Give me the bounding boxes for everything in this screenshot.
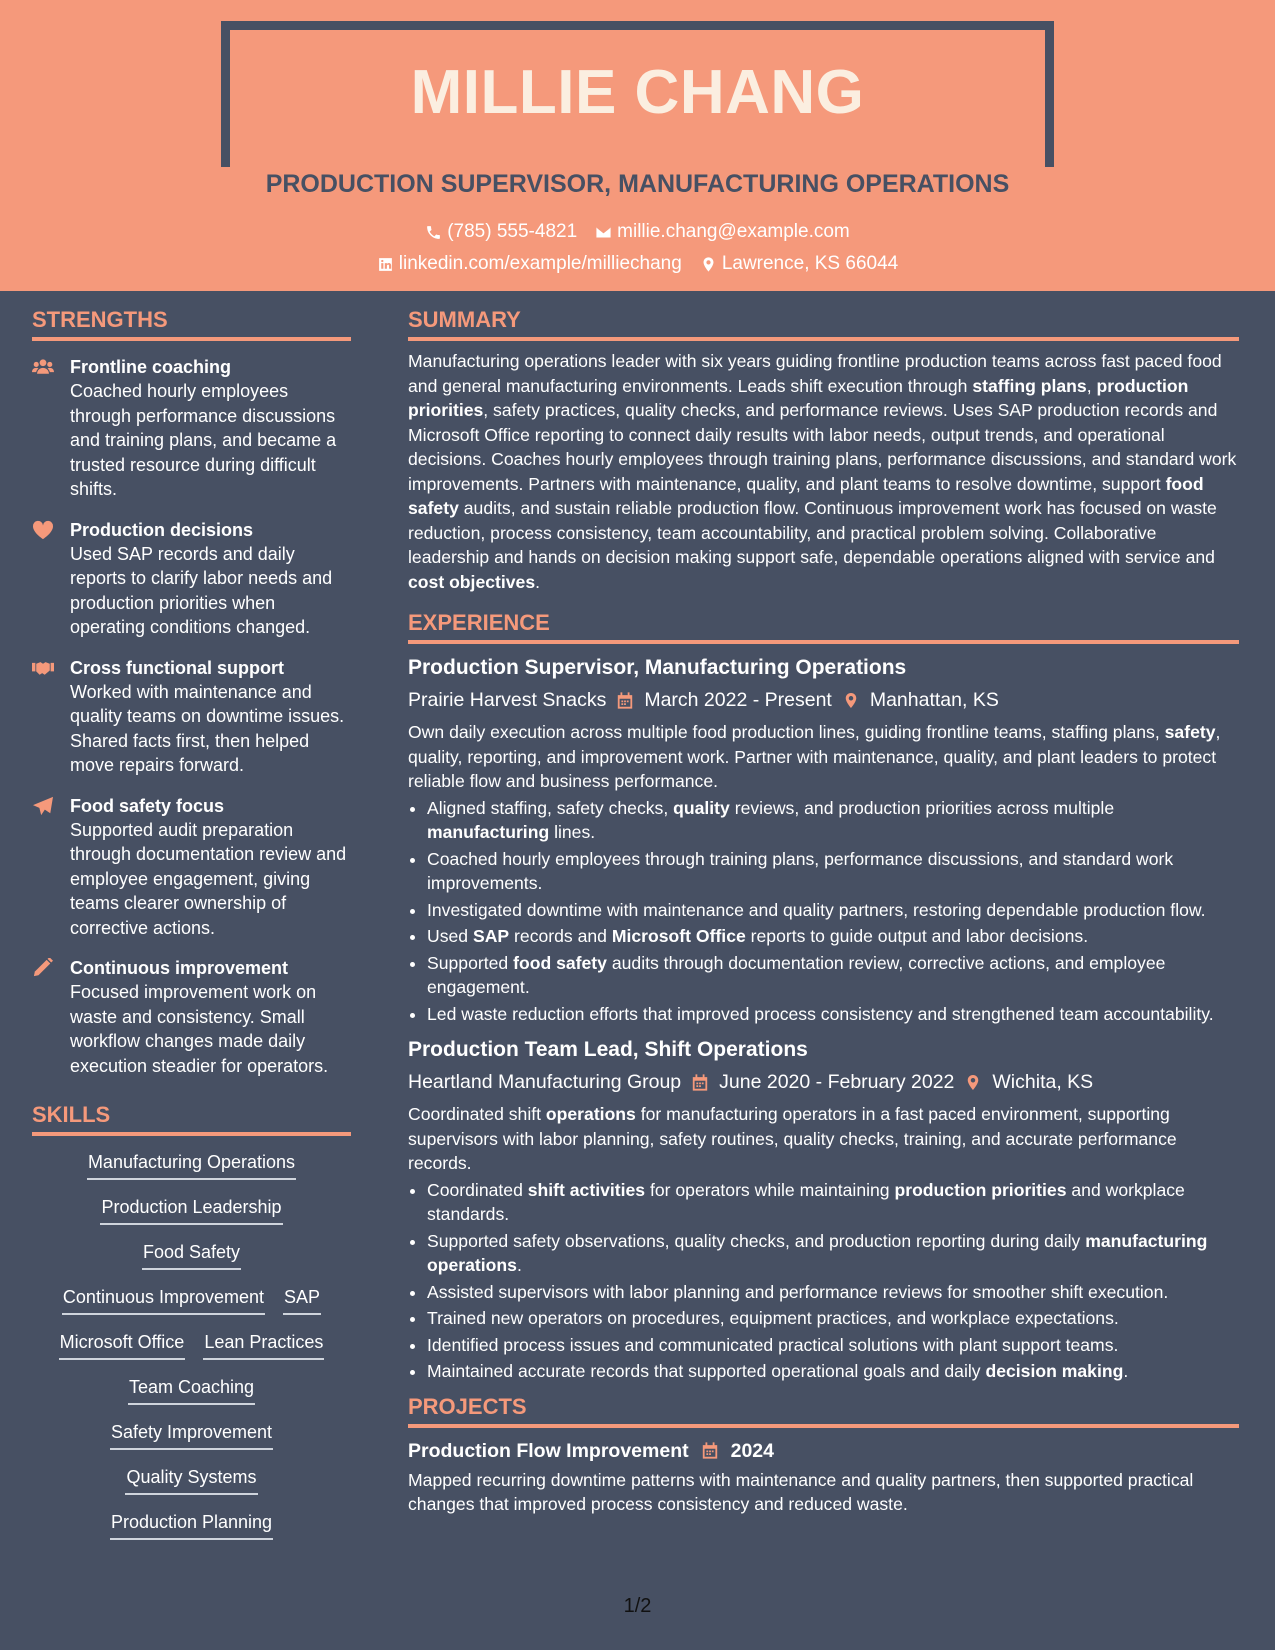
- job-bullets: [408, 796, 1239, 1027]
- bold-text: staffing plans: [972, 375, 1087, 396]
- bullet-item: • Led waste reduction efforts that improved process consistency and strengthened team accountability.: [427, 1002, 1239, 1027]
- bullet-item: • Maintained accurate records that supported operational goals and daily decision making.: [427, 1359, 1239, 1384]
- bullet-item: • Trained new operators on procedures, equipment practices, and workplace expectations.: [427, 1306, 1239, 1331]
- strength-desc: Supported audit preparation through documentation review and employee engagement, giving teams clearer ownership of corrective actions.: [70, 819, 347, 938]
- job-location: Manhattan, KS: [869, 689, 999, 711]
- skill-tag: SAP: [283, 1285, 321, 1315]
- bullet-item: • Coached hourly employees through training plans, performance discussions, and standard work improvements.: [427, 847, 1239, 896]
- bold-text: production priorities: [894, 1179, 1067, 1200]
- project-year: 2024: [730, 1439, 774, 1462]
- job-entry-title: Production Supervisor, Manufacturing Operations: [408, 656, 907, 679]
- right-column: [408, 307, 1239, 1517]
- strength-desc: Used SAP records and daily reports to clarify labor needs and production priorities when operating conditions changed.: [70, 543, 333, 637]
- skill-tag: Production Planning: [110, 1510, 273, 1540]
- calendar-icon: [616, 691, 634, 710]
- job-description: Coordinated shift operations for manufacturing operators in a fast paced environment, supporting supervisors with labor planning, safety routines, quality checks, training, and accurate performance records.: [408, 1104, 1177, 1173]
- job-title: PRODUCTION SUPERVISOR, MANUFACTURING OPERATIONS: [265, 170, 1010, 198]
- strength-item: [32, 656, 351, 778]
- job-dates: June 2020 - February 2022: [719, 1071, 955, 1093]
- job-description: Own daily execution across multiple food production lines, guiding frontline teams, staffing plans, safety, quality, reporting, and improvement work. Partner with maintenance, quality, and plant leaders to protect reliable flow and business performance.: [408, 722, 1221, 791]
- bullet-item: • Identified process issues and communicated practical solutions with plant support teams.: [427, 1333, 1239, 1358]
- phone-contact: [425, 221, 577, 243]
- strength-item: [32, 956, 351, 1078]
- job-meta: [408, 1068, 1239, 1096]
- linkedin-text[interactable]: linkedin.com/example/milliechang: [398, 253, 682, 274]
- phone-text: (785) 555-4821: [447, 221, 578, 242]
- skill-tag: Manufacturing Operations: [87, 1150, 296, 1180]
- bullet-item: • Used SAP records and Microsoft Office reports to guide output and labor decisions.: [427, 924, 1239, 949]
- phone-icon: [425, 224, 442, 241]
- email-text[interactable]: millie.chang@example.com: [617, 221, 850, 242]
- strength-desc: Coached hourly employees through performance discussions and training plans, and became a trusted resource during difficult shifts.: [70, 381, 337, 499]
- email-contact[interactable]: [595, 221, 850, 243]
- linkedin-icon: [377, 256, 394, 273]
- skill-tag: Food Safety: [142, 1240, 241, 1270]
- project-description: Mapped recurring downtime patterns with maintenance and quality partners, then supported practical changes that improved process consistency and reduced waste.: [408, 1469, 1194, 1514]
- summary-heading: SUMMARY: [408, 307, 1239, 341]
- bullet-item: • Investigated downtime with maintenance and quality partners, restoring dependable production flow.: [427, 898, 1239, 923]
- contact-row-1: [0, 221, 1275, 243]
- skill-tag: Quality Systems: [125, 1465, 257, 1495]
- envelope-icon: [595, 224, 612, 241]
- company-name: Heartland Manufacturing Group: [408, 1071, 682, 1093]
- skill-tag: Team Coaching: [128, 1375, 255, 1405]
- strength-desc: Focused improvement work on waste and consistency. Small workflow changes made daily execution steadier for operators.: [70, 982, 329, 1076]
- bullet-item: • Coordinated shift activities for operators while maintaining production priorities and workplace standards.: [427, 1178, 1239, 1227]
- heart-icon: [32, 520, 54, 540]
- location-text: Lawrence, KS 66044: [721, 253, 899, 274]
- strength-title: Continuous improvement: [70, 958, 289, 978]
- bold-text: operations: [545, 1104, 636, 1124]
- pencil-icon: [32, 958, 54, 978]
- skills-list: [32, 1150, 351, 1555]
- page-number: 1/2: [623, 1595, 652, 1617]
- strength-title: Cross functional support: [70, 657, 285, 678]
- strengths-heading: STRENGTHS: [32, 307, 351, 341]
- job-entry: [408, 1036, 1239, 1384]
- strength-item: [32, 518, 351, 640]
- bullet-item: • Aligned staffing, safety checks, quality reviews, and production priorities across multiple manufacturing lines.: [427, 796, 1239, 845]
- bullet-item: • Supported safety observations, quality checks, and production reporting during daily manufacturing operations.: [427, 1229, 1239, 1278]
- experience-heading: EXPERIENCE: [408, 610, 1239, 644]
- linkedin-contact[interactable]: [377, 253, 682, 275]
- strength-title: Food safety focus: [70, 795, 225, 816]
- bold-text: food safety: [408, 473, 1204, 518]
- strength-desc: Worked with maintenance and quality teams on downtime issues. Shared facts first, then helped move repairs forward.: [70, 681, 345, 775]
- skill-tag: Continuous Improvement: [62, 1285, 265, 1315]
- resume-header: [0, 0, 1275, 291]
- job-bullets: [408, 1178, 1239, 1384]
- strength-title: Production decisions: [70, 519, 254, 540]
- calendar-icon: [691, 1073, 709, 1092]
- projects-heading: PROJECTS: [408, 1394, 1239, 1428]
- bold-text: cost objectives: [408, 571, 536, 592]
- bold-text: manufacturing operations: [427, 1230, 1208, 1275]
- job-entry: [408, 654, 1239, 1026]
- bold-text: decision making: [985, 1361, 1124, 1381]
- bold-text: SAP: [472, 926, 510, 946]
- job-meta: [408, 686, 1239, 714]
- bold-text: food safety: [513, 952, 607, 973]
- paper-plane-icon: [32, 796, 54, 816]
- bold-text: safety: [1164, 722, 1216, 742]
- company-name: Prairie Harvest Snacks: [408, 689, 607, 711]
- strength-item: [32, 355, 351, 502]
- bold-text: production priorities: [408, 375, 1189, 420]
- job-location: Wichita, KS: [992, 1071, 1094, 1093]
- bullet-item: • Supported food safety audits through documentation review, corrective actions, and employee engagement.: [427, 951, 1239, 1000]
- map-pin-icon: [964, 1073, 982, 1092]
- summary-text: Manufacturing operations leader with six years guiding frontline production teams across fast paced food and general manufacturing environments. Leads shift execution through staffing plans, production priorities, safety practices, quality checks, and performance reviews. Uses SAP production records and Microsoft Office reporting to connect daily results with labor needs, output trends, and operational decisions. Coaches hourly employees through training plans, performance discussions, and standard work improvements. Partners with maintenance, quality, and plant teams to resolve downtime, support food safety audits, and sustain reliable production flow. Continuous improvement work has focused on waste reduction, process consistency, team accountability, and practical problem solving. Collaborative leadership and hands on decision making support safe, dependable operations aligned with service and cost objectives.: [408, 351, 1237, 592]
- bold-text: Microsoft Office: [611, 926, 746, 946]
- project-title: Production Flow Improvement: [408, 1439, 689, 1462]
- bullet-item: • Assisted supervisors with labor planning and performance reviews for smoother shift execution.: [427, 1280, 1239, 1305]
- calendar-icon: [701, 1441, 719, 1460]
- location-contact: [700, 253, 898, 275]
- job-entry-title: Production Team Lead, Shift Operations: [408, 1038, 808, 1061]
- map-pin-icon: [700, 256, 717, 273]
- candidate-name: MILLIE CHANG: [410, 58, 865, 127]
- skills-heading: SKILLS: [32, 1102, 351, 1136]
- left-column: [32, 307, 351, 1555]
- job-dates: March 2022 - Present: [644, 689, 832, 711]
- skill-tag: Safety Improvement: [110, 1420, 273, 1450]
- bold-text: manufacturing: [427, 822, 550, 842]
- bold-text: quality: [673, 797, 730, 818]
- bold-text: shift activities: [527, 1179, 646, 1200]
- skill-tag: Microsoft Office: [59, 1330, 186, 1360]
- strength-item: [32, 794, 351, 941]
- users-icon: [32, 357, 54, 377]
- skill-tag: Production Leadership: [100, 1195, 282, 1225]
- strength-title: Frontline coaching: [70, 357, 232, 377]
- contact-row-2: [0, 253, 1275, 275]
- skill-tag: Lean Practices: [203, 1330, 324, 1360]
- map-pin-icon: [842, 691, 860, 710]
- project-header: [408, 1438, 1239, 1464]
- handshake-icon: [32, 658, 54, 678]
